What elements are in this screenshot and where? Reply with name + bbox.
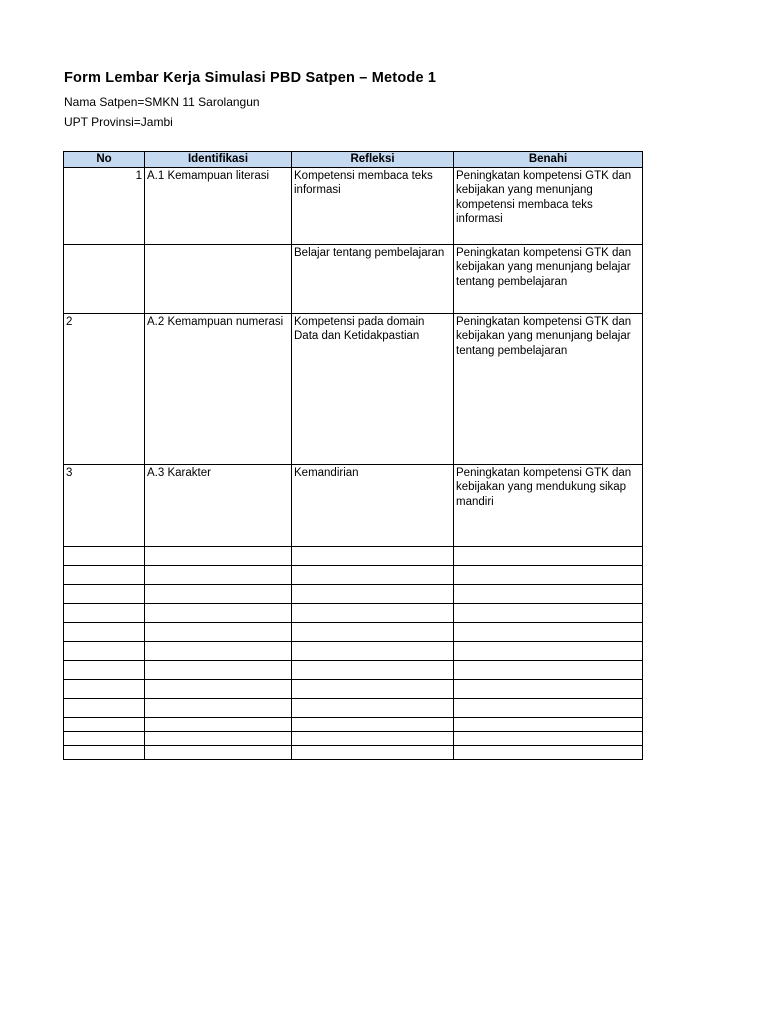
empty-cell [292,622,454,641]
cell-identifikasi [145,244,292,313]
table-header-row [64,152,643,168]
empty-cell [64,698,145,717]
empty-cell [454,546,643,565]
empty-cell [292,641,454,660]
cell-benahi: Peningkatan kompetensi GTK dan kebijakan yang menunjang kompetensi membaca teks informasi [454,167,643,244]
table-row [64,313,643,464]
empty-row [64,565,643,584]
table-row [64,167,643,244]
empty-cell [292,603,454,622]
empty-cell [454,622,643,641]
empty-cell [64,745,145,759]
worksheet-table [63,151,643,760]
empty-row [64,641,643,660]
empty-cell [145,603,292,622]
empty-row [64,603,643,622]
empty-cell [145,679,292,698]
cell-benahi: Peningkatan kompetensi GTK dan kebijakan yang mendukung sikap mandiri [454,464,643,546]
empty-cell [145,584,292,603]
empty-cell [292,584,454,603]
cell-refleksi: Belajar tentang pembelajaran [292,244,454,313]
empty-cell [454,745,643,759]
cell-identifikasi: A.2 Kemampuan numerasi [145,313,292,464]
empty-cell [64,641,145,660]
empty-cell [292,565,454,584]
empty-cell [454,660,643,679]
header-no: No [64,152,145,168]
empty-row [64,731,643,745]
empty-cell [145,622,292,641]
empty-cell [64,622,145,641]
empty-cell [454,698,643,717]
empty-cell [454,641,643,660]
empty-cell [64,546,145,565]
cell-no: 2 [64,313,145,464]
empty-cell [292,745,454,759]
cell-refleksi: Kemandirian [292,464,454,546]
empty-cell [145,546,292,565]
header-benahi: Benahi [454,152,643,168]
upt-province-line: UPT Provinsi=Jambi [64,115,173,129]
empty-cell [454,584,643,603]
empty-cell [145,717,292,731]
empty-cell [145,641,292,660]
empty-row [64,745,643,759]
cell-identifikasi: A.1 Kemampuan literasi [145,167,292,244]
empty-cell [145,565,292,584]
empty-row [64,546,643,565]
empty-cell [64,731,145,745]
empty-cell [454,565,643,584]
empty-cell [292,698,454,717]
cell-identifikasi: A.3 Karakter [145,464,292,546]
table-row [64,244,643,313]
empty-cell [292,717,454,731]
empty-cell [64,584,145,603]
empty-cell [145,698,292,717]
empty-cell [145,660,292,679]
cell-refleksi: Kompetensi pada domain Data dan Ketidakpastian [292,313,454,464]
empty-cell [64,660,145,679]
empty-row [64,679,643,698]
cell-refleksi: Kompetensi membaca teks informasi [292,167,454,244]
empty-cell [454,679,643,698]
empty-cell [454,731,643,745]
empty-cell [145,731,292,745]
cell-no [64,244,145,313]
cell-no: 1 [64,167,145,244]
cell-no: 3 [64,464,145,546]
table-row [64,464,643,546]
empty-cell [64,565,145,584]
empty-row [64,622,643,641]
empty-cell [292,679,454,698]
cell-benahi: Peningkatan kompetensi GTK dan kebijakan yang menunjang belajar tentang pembelajaran [454,244,643,313]
empty-cell [64,717,145,731]
empty-cell [145,745,292,759]
empty-cell [292,731,454,745]
empty-cell [292,660,454,679]
empty-row [64,584,643,603]
empty-row [64,698,643,717]
header-refleksi: Refleksi [292,152,454,168]
empty-cell [292,546,454,565]
empty-cell [454,717,643,731]
empty-cell [64,679,145,698]
cell-benahi: Peningkatan kompetensi GTK dan kebijakan yang menunjang belajar tentang pembelajaran [454,313,643,464]
empty-cell [454,603,643,622]
header-identifikasi: Identifikasi [145,152,292,168]
empty-cell [64,603,145,622]
empty-row [64,717,643,731]
empty-row [64,660,643,679]
school-name-line: Nama Satpen=SMKN 11 Sarolangun [64,95,260,109]
document-title: Form Lembar Kerja Simulasi PBD Satpen – Metode 1 [64,70,437,86]
